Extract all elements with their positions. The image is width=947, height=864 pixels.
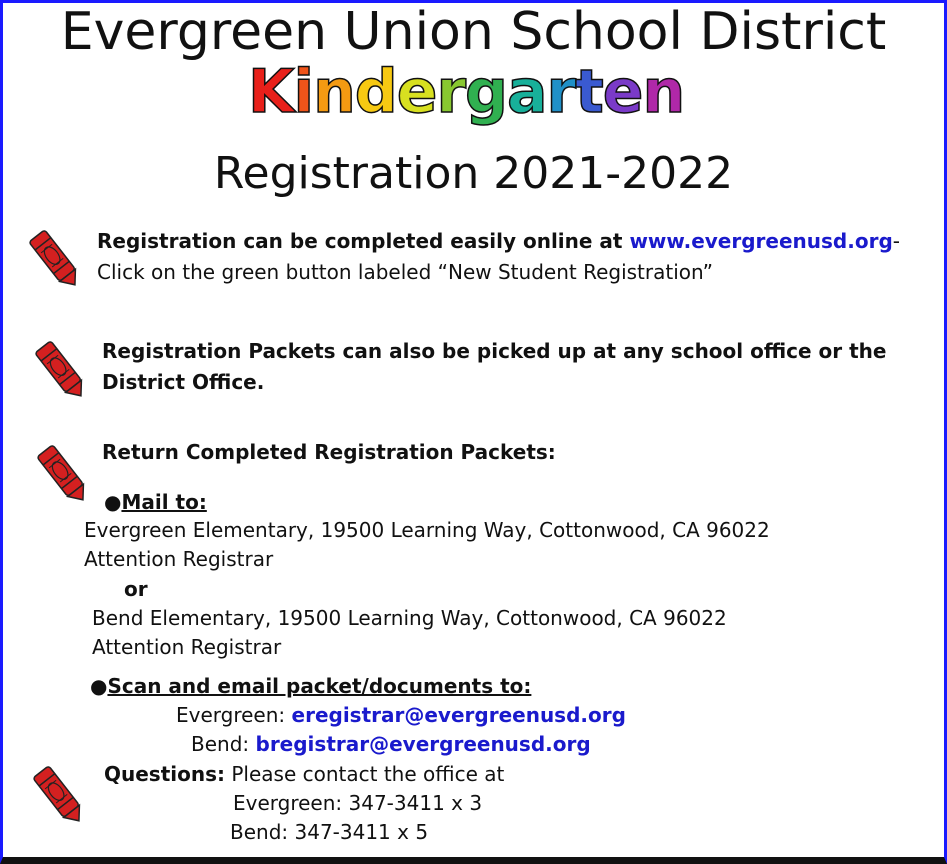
district-title: Evergreen Union School District: [60, 2, 887, 62]
return-heading: Return Completed Registration Packets:: [102, 440, 556, 464]
online-instructions: Click on the green button labeled “New Student Registration”: [97, 260, 713, 284]
kindergarten-letter: g: [465, 57, 507, 127]
bend-email-label: Bend:: [191, 732, 256, 756]
questions-line: [104, 759, 504, 789]
mail-to-heading: [104, 487, 207, 517]
or-separator: or: [124, 577, 148, 601]
packets-line-1: Registration Packets can also be picked up at any school office or the: [102, 339, 887, 363]
online-registration-line: [97, 226, 900, 256]
kindergarten-wordart: [248, 56, 684, 128]
kindergarten-letter: t: [575, 57, 603, 127]
bend-address: Bend Elementary, 19500 Learning Way, Cottonwood, CA 96022: [92, 606, 727, 630]
bullet: ●: [104, 490, 122, 514]
kindergarten-letter: i: [293, 57, 314, 127]
packets-line-2: District Office.: [102, 370, 265, 394]
evergreen-email-link[interactable]: eregistrar@evergreenusd.org: [291, 703, 626, 727]
kindergarten-letter: d: [354, 57, 397, 127]
crayon-icon: [28, 758, 88, 830]
kindergarten-letter: r: [546, 57, 576, 127]
mail-to-label: Mail to:: [121, 490, 207, 514]
kindergarten-letter: n: [313, 57, 355, 127]
crayon-icon: [30, 333, 90, 405]
scan-email-label: Scan and email packet/documents to:: [107, 674, 532, 698]
district-website-link[interactable]: www.evergreenusd.org: [629, 229, 893, 253]
kindergarten-letter: e: [602, 57, 643, 127]
kindergarten-letter: r: [436, 57, 466, 127]
kindergarten-letter: e: [396, 57, 437, 127]
scan-email-heading: [90, 671, 531, 701]
evergreen-email-label: Evergreen:: [176, 703, 292, 727]
questions-text: Please contact the office at: [225, 762, 505, 786]
evergreen-email-line: [176, 700, 626, 730]
bullet: ●: [90, 674, 108, 698]
bend-email-line: [191, 729, 591, 759]
crayon-icon: [24, 222, 84, 294]
bend-phone: Bend: 347-3411 x 5: [230, 820, 429, 844]
registration-year-title: Registration 2021-2022: [213, 148, 734, 199]
kindergarten-letter: n: [642, 57, 685, 127]
evergreen-address: Evergreen Elementary, 19500 Learning Way, Cottonwood, CA 96022: [84, 518, 770, 542]
evergreen-phone: Evergreen: 347-3411 x 3: [233, 791, 483, 815]
crayon-icon: [32, 437, 92, 509]
evergreen-attention: Attention Registrar: [84, 547, 274, 571]
kindergarten-letter: a: [507, 57, 547, 127]
bend-email-link[interactable]: bregistrar@evergreenusd.org: [255, 732, 591, 756]
questions-label: Questions:: [104, 762, 226, 786]
online-registration-text: Registration can be completed easily online at: [97, 229, 630, 253]
bend-attention: Attention Registrar: [92, 635, 282, 659]
online-dash: -: [892, 229, 900, 253]
kindergarten-letter: K: [248, 57, 294, 127]
